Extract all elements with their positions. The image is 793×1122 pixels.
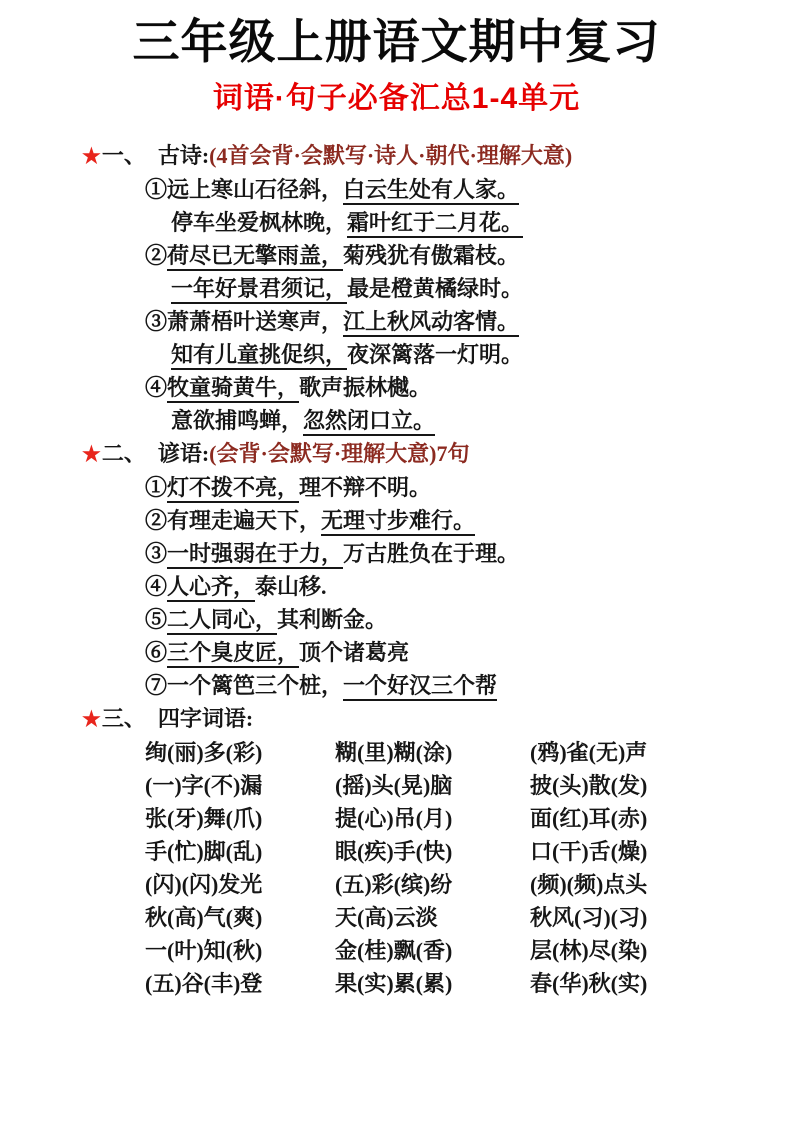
word-cell: 秋风(习)(习) (530, 905, 648, 931)
star-icon: ★ (82, 144, 101, 169)
text-line (145, 603, 757, 636)
text-segment: ⑦一个篱笆三个桩， (145, 673, 344, 699)
word-cell: 口(干)舌(燥) (530, 839, 648, 865)
text-line (145, 570, 757, 603)
section-note: (4首会背·会默写·诗人·朝代·理解大意) (209, 143, 573, 169)
text-segment: 灯不拨不亮， (167, 475, 299, 503)
text-line (171, 272, 757, 305)
section-number: 三、 (101, 706, 146, 732)
text-segment: ① (145, 475, 168, 501)
section-sizi-ciyu (82, 702, 757, 1000)
text-segment: 江上秋风动客情。 (343, 309, 519, 337)
text-segment: ①远上寒山石径斜， (145, 177, 344, 203)
text-segment: 夜深篱落一灯明。 (347, 342, 524, 368)
text-line (145, 371, 757, 404)
text-segment: ② (145, 243, 168, 269)
word-cell: 提(心)吊(月) (335, 806, 453, 832)
text-segment: 泰山移. (255, 574, 327, 600)
text-segment: 一时强弱在于力， (167, 541, 343, 569)
text-segment: 霜叶红于二月花。 (347, 210, 523, 238)
section-lines (145, 173, 757, 437)
section-yanyu (82, 437, 757, 702)
text-segment: ④ (145, 375, 168, 401)
word-cell: 秋(高)气(爽) (145, 905, 263, 931)
text-segment: 二人同心， (167, 607, 277, 635)
word-cell: 面(红)耳(赤) (530, 806, 648, 832)
text-segment: ⑥ (145, 640, 168, 666)
text-line (145, 471, 757, 504)
text-segment: 人心齐， (167, 574, 255, 602)
word-cell: (频)(频)点头 (530, 872, 648, 898)
text-segment: 万古胜负在于理。 (343, 541, 520, 567)
text-segment: 顶个诸葛亮 (299, 640, 410, 666)
word-cell: 一(叶)知(秋) (145, 938, 263, 964)
section-header (82, 139, 757, 173)
word-cell: (鸦)雀(无)声 (530, 740, 648, 766)
word-cell: 糊(里)糊(涂) (335, 740, 453, 766)
section-note: (会背·会默写·理解大意)7句 (209, 441, 470, 467)
text-line (145, 239, 757, 272)
word-cell: 春(华)秋(实) (530, 971, 648, 997)
section-header (82, 702, 757, 736)
text-line (171, 404, 757, 437)
text-segment: 菊残犹有傲霜枝。 (343, 243, 520, 269)
word-cell: 手(忙)脚(乱) (145, 839, 263, 865)
text-segment: 其利断金。 (277, 607, 388, 633)
star-icon: ★ (82, 707, 101, 732)
section-number: 一、 (101, 143, 146, 169)
word-cell: (五)彩(缤)纷 (335, 872, 453, 898)
text-segment: ③ (145, 541, 168, 567)
word-cell: 果(实)累(累) (335, 971, 453, 997)
word-grid (145, 736, 757, 1000)
text-line (145, 305, 757, 338)
text-line (171, 206, 757, 239)
text-segment: 停车坐爱枫林晚， (171, 210, 348, 236)
word-cell: (闪)(闪)发光 (145, 872, 263, 898)
word-cell: 张(牙)舞(爪) (145, 806, 263, 832)
section-gushi (82, 139, 757, 437)
text-segment: ⑤ (145, 607, 168, 633)
sections (82, 139, 757, 1000)
text-segment: 荷尽已无擎雨盖， (167, 243, 343, 271)
word-cell: (摇)头(晃)脑 (335, 773, 453, 799)
text-line (145, 669, 757, 702)
text-segment: 最是橙黄橘绿时。 (347, 276, 524, 302)
text-line (145, 173, 757, 206)
word-cell: (一)字(不)漏 (145, 773, 263, 799)
word-cell: 天(高)云淡 (335, 905, 438, 931)
text-segment: 一个好汉三个帮 (343, 673, 497, 701)
text-line (145, 636, 757, 669)
text-segment: 无理寸步难行。 (321, 508, 475, 536)
text-line (171, 338, 757, 371)
section-name: 谚语: (157, 441, 210, 467)
page-subtitle: 词语·句子必备汇总1-4单元 (212, 82, 581, 116)
word-cell: (五)谷(丰)登 (145, 971, 263, 997)
section-name: 四字词语: (157, 706, 254, 732)
page-title: 三年级上册语文期中复习 (132, 15, 661, 68)
text-segment: 忽然闭口立。 (303, 408, 435, 436)
section-number: 二、 (101, 441, 146, 467)
word-cell: 层(林)尽(染) (530, 938, 648, 964)
text-segment: 一年好景君须记， (171, 276, 347, 304)
star-icon: ★ (82, 442, 101, 467)
text-segment: 理不辩不明。 (299, 475, 432, 501)
text-segment: ③萧萧梧叶送寒声， (145, 309, 344, 335)
text-segment: 歌声振林樾。 (299, 375, 432, 401)
text-segment: 白云生处有人家。 (343, 177, 519, 205)
section-header (82, 437, 757, 471)
text-segment: 牧童骑黄牛， (167, 375, 299, 403)
text-segment: 三个臭皮匠， (167, 640, 299, 668)
text-segment: 意欲捕鸣蝉， (171, 408, 304, 434)
text-segment: 知有儿童挑促织， (171, 342, 347, 370)
text-line (145, 504, 757, 537)
text-segment: ④ (145, 574, 168, 600)
text-segment: ②有理走遍天下， (145, 508, 322, 534)
word-cell: 披(头)散(发) (530, 773, 648, 799)
word-cell: 金(桂)飘(香) (335, 938, 453, 964)
section-lines (145, 471, 757, 702)
word-cell: 绚(丽)多(彩) (145, 740, 263, 766)
word-cell: 眼(疾)手(快) (335, 839, 453, 865)
section-name: 古诗: (157, 143, 210, 169)
text-line (145, 537, 757, 570)
